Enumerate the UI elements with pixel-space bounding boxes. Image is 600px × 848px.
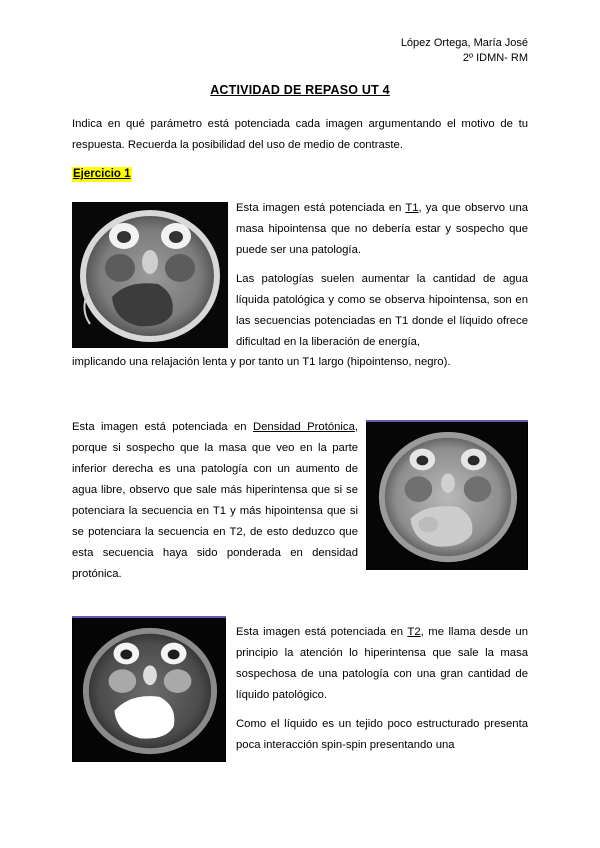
- mri-t1-svg: [72, 202, 228, 348]
- exercise-heading: Ejercicio 1: [73, 168, 131, 180]
- mri-pd-image: [366, 420, 528, 570]
- block1-text: [236, 198, 528, 361]
- block2-paragraph1: [72, 417, 358, 585]
- block3-text: [236, 622, 528, 764]
- course-label: 2º IDMN- RM: [462, 52, 528, 64]
- mri-t2-svg: [72, 618, 226, 762]
- block3-p1-post: , me llama desde un principio la atención lo hiperintensa que sale la masa sospechosa de una patología con una gran cantidad de líquido patológico.: [236, 626, 528, 701]
- block3-p1-pre: Esta imagen está potenciada en: [236, 626, 408, 638]
- block3-paragraph1: [236, 622, 528, 706]
- block3-term-t2: T2: [407, 626, 421, 638]
- block1-p1-post: , ya que observo una masa hipointensa que no debería estar y sospecho que puede ser una patología.: [236, 202, 529, 256]
- block2-text: [72, 417, 358, 593]
- block1-paragraph1: [236, 198, 528, 261]
- mri-t1-image: [72, 202, 228, 348]
- block3-paragraph2: Como el líquido es un tejido poco estructurado presenta poca interacción spin-spin presentando una: [236, 718, 528, 751]
- block2-term-pd: Densidad Protónica: [252, 421, 355, 433]
- block1-p1-pre: Esta imagen está potenciada en: [236, 202, 406, 214]
- block2-p1-pre: Esta imagen está potenciada en: [72, 421, 253, 433]
- block2-p1-post: , porque si sospecho que la masa que veo en la parte inferior derecha es una patología con un aumento de agua libre, observo que sale más hiperintensa que si se potenciara la secuencia en T1 y más hipointensa que si se potenciara la secuencia en T2, de esto deduzco que esta secuencia haya sido ponderada en densidad protónica.: [72, 421, 358, 580]
- block1-paragraph2: Las patologías suelen aumentar la cantidad de agua líquida patológica y como se observa hipointensa, son en las secuencias potenciadas en T1 donde el líquido ofrece dificultad en la liberación de energía,: [236, 273, 528, 348]
- block1-continuation: implicando una relajación lenta y por tanto un T1 largo (hipointenso, negro).: [72, 356, 451, 368]
- mri-t2-image: [72, 616, 226, 762]
- document-header: [401, 36, 528, 66]
- mri-pd-svg: [366, 422, 528, 570]
- page-title: ACTIVIDAD DE REPASO UT 4: [210, 83, 390, 97]
- author-name: López Ortega, María José: [400, 37, 528, 49]
- block1-term-t1: T1: [405, 202, 419, 214]
- intro-paragraph: Indica en qué parámetro está potenciada cada imagen argumentando el motivo de tu respuesta. Recuerda la posibilidad del uso de medio de contraste.: [72, 118, 528, 151]
